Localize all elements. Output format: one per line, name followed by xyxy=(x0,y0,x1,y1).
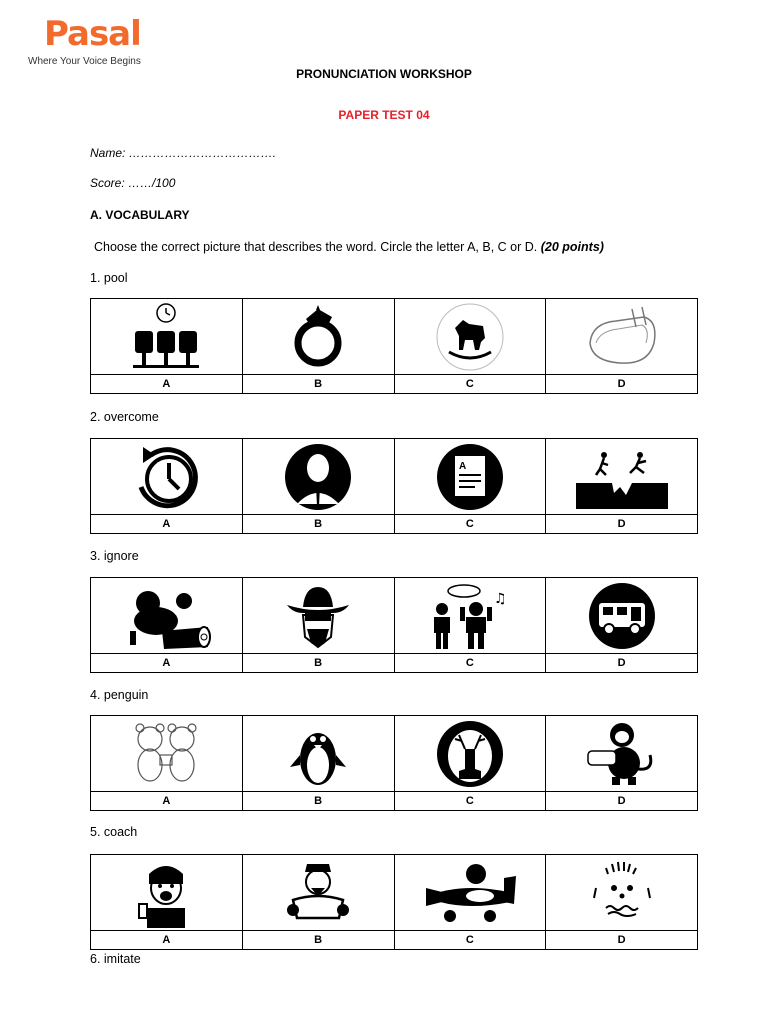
question-5-options xyxy=(90,854,698,950)
option-d-picture[interactable] xyxy=(546,716,698,792)
option-d-letter[interactable]: D xyxy=(546,515,698,534)
option-d-letter[interactable]: D xyxy=(546,931,698,950)
option-c-letter[interactable]: C xyxy=(394,654,546,673)
test-paper-icon xyxy=(435,442,505,512)
option-a-picture[interactable] xyxy=(91,855,243,931)
shouting-boy-icon xyxy=(131,858,201,928)
option-d-picture[interactable] xyxy=(546,855,698,931)
option-d-letter[interactable]: D xyxy=(546,654,698,673)
option-b-letter[interactable]: B xyxy=(242,654,394,673)
option-c-letter[interactable]: C xyxy=(394,792,546,811)
option-b-picture[interactable] xyxy=(242,299,394,375)
deer-icon xyxy=(435,719,505,789)
option-c-letter[interactable]: C xyxy=(394,931,546,950)
clock-arrow-icon xyxy=(131,443,201,511)
option-c-letter[interactable]: C xyxy=(394,375,546,394)
option-c-picture[interactable] xyxy=(394,299,546,375)
option-a-picture[interactable] xyxy=(91,578,243,654)
option-a-picture[interactable] xyxy=(91,439,243,515)
ring-icon xyxy=(288,303,348,371)
question-3-options xyxy=(90,577,698,673)
option-a-picture[interactable] xyxy=(91,299,243,375)
option-c-picture[interactable] xyxy=(394,716,546,792)
option-a-letter[interactable]: A xyxy=(91,375,243,394)
option-c-picture[interactable] xyxy=(394,855,546,931)
question-3-label: 3. ignore xyxy=(90,549,139,563)
monkey-icon xyxy=(582,719,662,789)
option-a-letter[interactable]: A xyxy=(91,515,243,534)
option-a-letter[interactable]: A xyxy=(91,792,243,811)
option-c-letter[interactable]: C xyxy=(394,515,546,534)
option-b-letter[interactable]: B xyxy=(242,931,394,950)
brand-tagline: Where Your Voice Begins xyxy=(28,56,141,67)
penguin-icon xyxy=(288,719,348,789)
option-d-picture[interactable] xyxy=(546,578,698,654)
strong-man-icon xyxy=(283,858,353,928)
brand-logo: Pasal xyxy=(44,14,141,54)
teddy-bears-icon xyxy=(128,719,204,789)
question-1-options xyxy=(90,298,698,394)
option-a-picture[interactable] xyxy=(91,716,243,792)
monkey-log-icon xyxy=(118,581,214,651)
option-d-picture[interactable] xyxy=(546,439,698,515)
question-5-label: 5. coach xyxy=(90,825,138,839)
page-title: PRONUNCIATION WORKSHOP xyxy=(296,67,472,81)
question-4-label: 4. penguin xyxy=(90,688,149,702)
option-a-letter[interactable]: A xyxy=(91,931,243,950)
swimming-pool-icon xyxy=(582,303,662,371)
question-6-label: 6. imitate xyxy=(90,952,141,966)
option-b-letter[interactable]: B xyxy=(242,375,394,394)
option-a-letter[interactable]: A xyxy=(91,654,243,673)
theater-seats-clock-icon xyxy=(131,303,201,371)
option-d-picture[interactable] xyxy=(546,299,698,375)
points-text: (20 points) xyxy=(540,240,604,254)
rocking-horse-icon xyxy=(435,302,505,372)
question-1-label: 1. pool xyxy=(90,271,128,285)
camper-van-icon xyxy=(587,581,657,651)
svg-text:A: A xyxy=(458,460,467,472)
ignoring-people-icon xyxy=(428,581,512,651)
question-4-options xyxy=(90,715,698,811)
businessman-icon xyxy=(283,442,353,512)
cowboy-icon xyxy=(283,581,353,651)
option-b-picture[interactable] xyxy=(242,439,394,515)
option-d-letter[interactable]: D xyxy=(546,375,698,394)
question-2-label: 2. overcome xyxy=(90,410,159,424)
option-b-letter[interactable]: B xyxy=(242,515,394,534)
paper-subtitle: PAPER TEST 04 xyxy=(338,108,430,122)
score-field-label: Score: ……/100 xyxy=(90,176,176,190)
instruction-text: Choose the correct picture that describes the word. Circle the letter A, B, C or D. xyxy=(94,240,538,254)
pilot-plane-icon xyxy=(420,858,520,928)
option-b-picture[interactable] xyxy=(242,578,394,654)
question-2-options xyxy=(90,438,698,534)
jump-over-gap-icon xyxy=(574,443,670,511)
option-b-picture[interactable] xyxy=(242,716,394,792)
option-c-picture[interactable] xyxy=(394,439,546,515)
option-b-picture[interactable] xyxy=(242,855,394,931)
section-instruction xyxy=(94,240,604,254)
name-field-label: Name: ………………………………. xyxy=(90,146,277,160)
section-heading: A. VOCABULARY xyxy=(90,208,190,222)
option-b-letter[interactable]: B xyxy=(242,792,394,811)
option-d-letter[interactable]: D xyxy=(546,792,698,811)
option-c-picture[interactable] xyxy=(394,578,546,654)
svg-text:♫: ♫ xyxy=(493,590,507,607)
nervous-face-icon xyxy=(584,858,660,928)
